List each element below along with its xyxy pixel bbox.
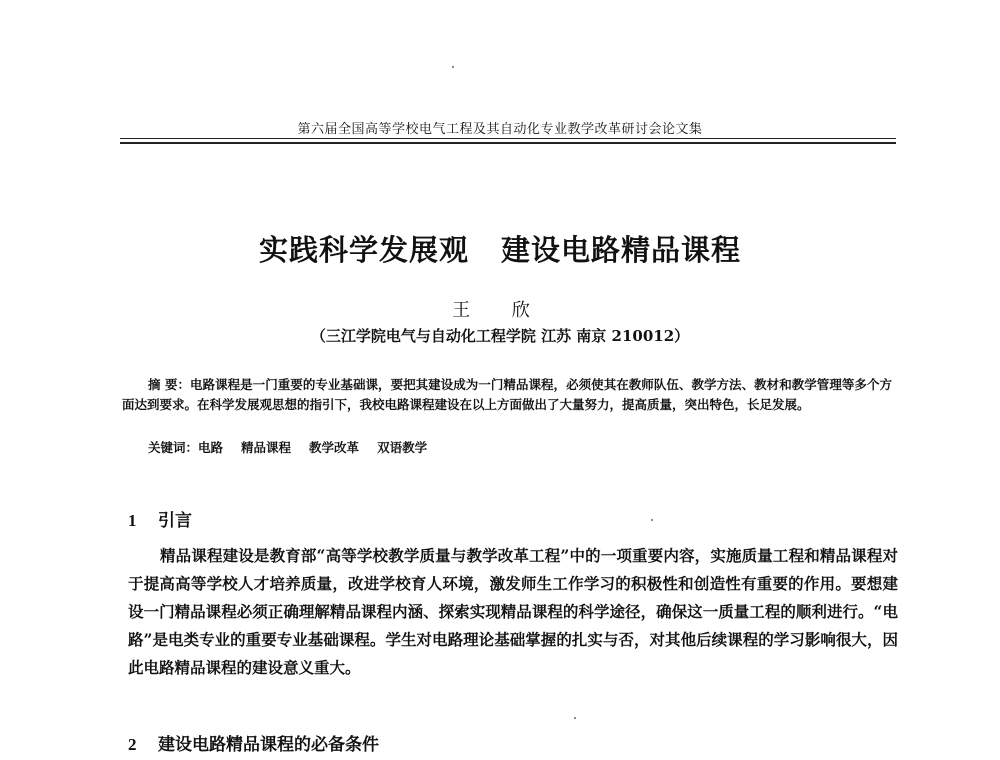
title-part-1: 实践科学发展观 — [258, 233, 469, 267]
abstract — [122, 375, 892, 415]
abstract-text: 电路课程是一门重要的专业基础课，要把其建设成为一门精品课程，必须使其在教师队伍、教学方法、教材和教学管理等多个方面达到要求。在科学发展观思想的指引下，我校电路课程建设在以上方面做出了大量努力，提高质量，突出特色，长足发展。 — [122, 377, 892, 412]
header-rule-thin — [120, 138, 896, 139]
header-rule-thick — [120, 142, 896, 144]
section-number: 2 — [128, 735, 137, 754]
keyword: 电路 — [198, 440, 224, 455]
paper-title — [0, 228, 1000, 269]
keywords-label: 关键词： — [148, 440, 199, 455]
scan-speck — [574, 717, 576, 719]
keyword: 精品课程 — [241, 440, 292, 455]
scan-speck — [651, 519, 653, 521]
author-name: 王 欣 — [452, 300, 548, 321]
abstract-label: 摘 要： — [148, 377, 190, 392]
author-affiliation: （三江学院电气与自动化工程学院 江苏 南京 210012） — [310, 327, 690, 345]
keyword: 教学改革 — [309, 440, 360, 455]
keywords — [148, 438, 848, 456]
scan-speck — [452, 66, 454, 68]
section-title: 引言 — [158, 511, 192, 531]
title-part-2: 建设电路精品课程 — [501, 233, 742, 267]
section-number: 1 — [128, 511, 137, 530]
section-heading-1 — [128, 506, 192, 531]
keyword: 双语教学 — [377, 440, 428, 455]
running-header: 第六届全国高等学校电气工程及其自动化专业教学改革研讨会论文集 — [297, 122, 703, 137]
section-1-paragraph: 精品课程建设是教育部“高等学校教学质量与教学改革工程”中的一项重要内容，实施质量工程和精品课程对于提高高等学校人才培养质量，改进学校育人环境，激发师生工作学习的积极性和创造性有重要的作用。要想建设一门精品课程必须正确理解精品课程内涵、探索实现精品课程的科学途径，确保这一质量工程的顺利进行。“电路”是电类专业的重要专业基础课程。学生对电路理论基础掌握的扎实与否，对其他后续课程的学习影响很大，因此电路精品课程的建设意义重大。 — [128, 546, 898, 677]
section-heading-2 — [128, 730, 379, 755]
section-title: 建设电路精品课程的必备条件 — [158, 735, 379, 755]
